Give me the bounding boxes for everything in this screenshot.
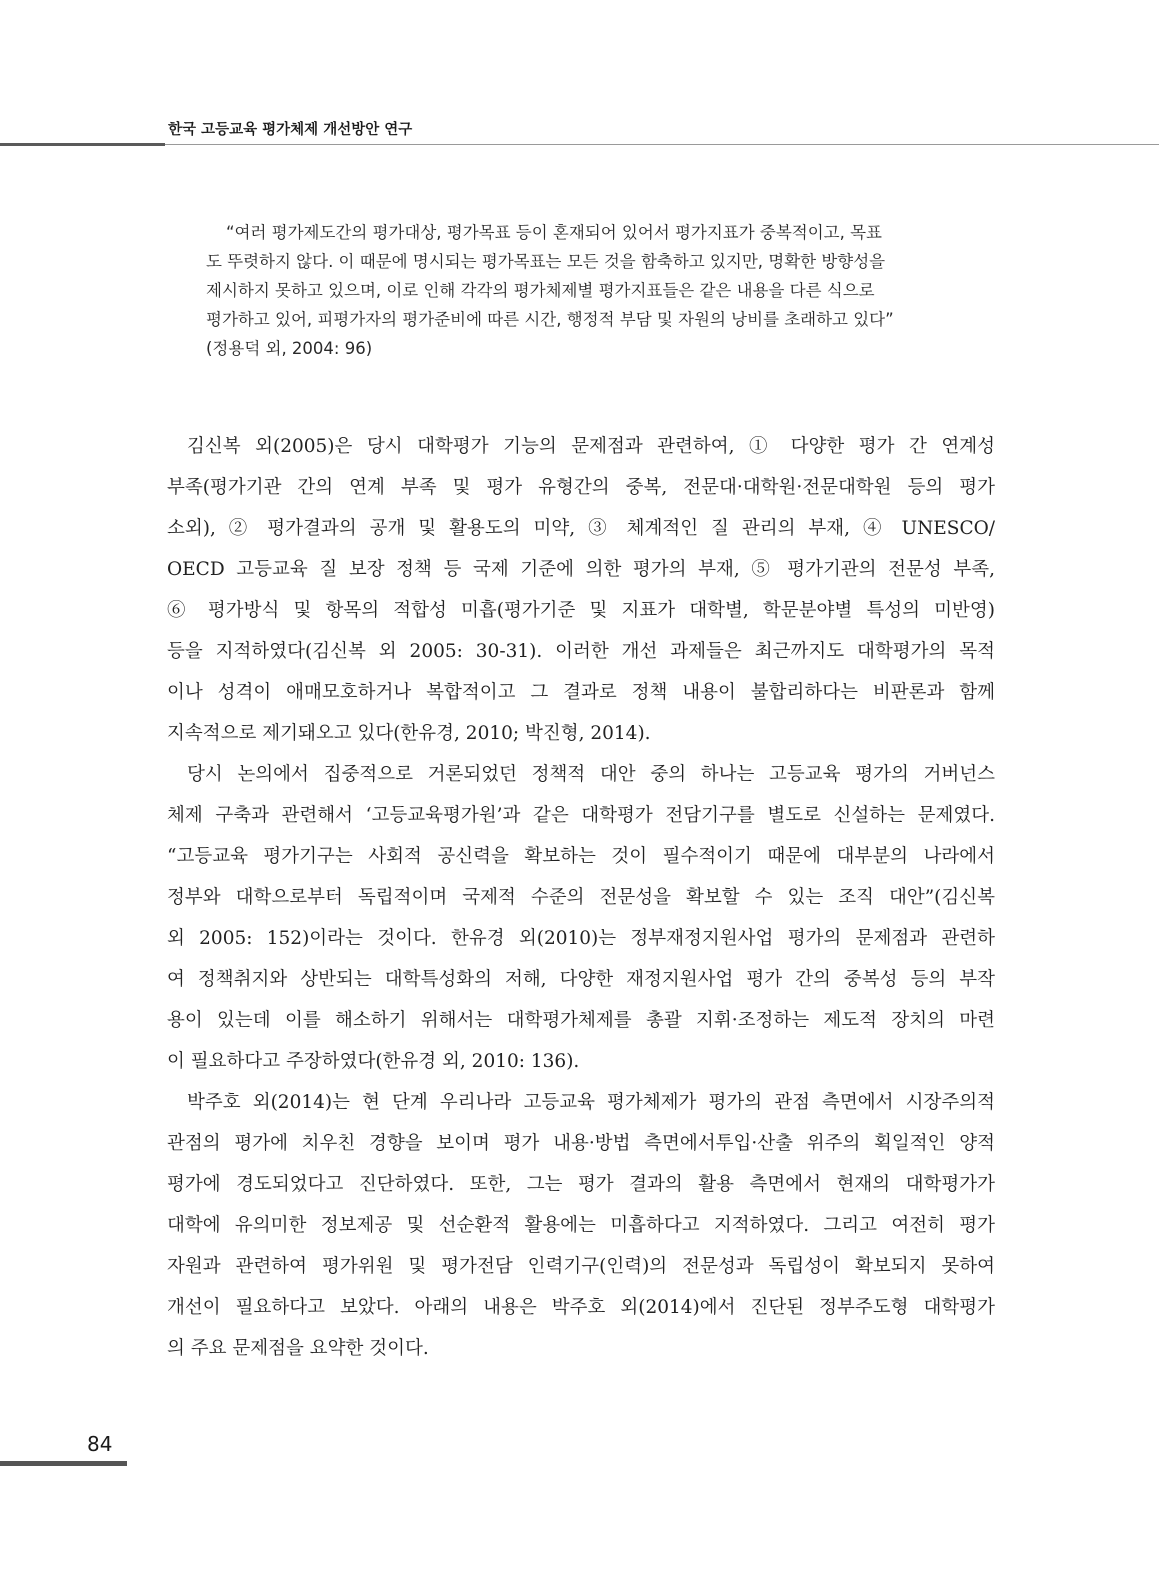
text-line: 등을 지적하였다(김신복 외 2005: 30-31). 이러한 개선 과제들은 최근까지도 대학평가의 목적 — [167, 641, 995, 662]
text-line: 여 정책취지와 상반되는 대학특성화의 저해, 다양한 재정지원사업 평가 간의 중복성 등의 부작 — [167, 969, 995, 990]
text-line: 이 필요하다고 주장하였다(한유경 외, 2010: 136). — [167, 1051, 580, 1072]
text-line: ⑥ 평가방식 및 항목의 적합성 미흡(평가기준 및 지표가 대학별, 학문분야별 특성의 미반영) — [167, 600, 995, 621]
running-header-title: 한국 고등교육 평가체제 개선방안 연구 — [168, 122, 413, 138]
body-text — [167, 426, 995, 1369]
quote-line: “여러 평가제도간의 평가대상, 평가목표 등이 혼재되어 있어서 평가지표가 중복적이고, 목표 — [226, 223, 882, 242]
text-line: “고등교육 평가기구는 사회적 공신력을 확보하는 것이 필수적이기 때문에 대부분의 나라에서 — [167, 846, 995, 867]
text-line: 대학에 유의미한 정보제공 및 선순환적 활용에는 미흡하다고 지적하였다. 그리고 여전히 평가 — [167, 1215, 995, 1236]
text-line: 관점의 평가에 치우친 경향을 보이며 평가 내용·방법 측면에서투입·산출 위주의 획일적인 양적 — [167, 1133, 995, 1154]
quote-citation: (정용덕 외, 2004: 96) — [206, 339, 373, 358]
footer-rule — [0, 1461, 127, 1466]
text-line: 자원과 관련하여 평가위원 및 평가전담 인력기구(인력)의 전문성과 독립성이 확보되지 못하여 — [167, 1256, 995, 1277]
header-rule — [165, 144, 1159, 145]
page-number: 84 — [87, 1432, 113, 1456]
text-line: 지속적으로 제기돼오고 있다(한유경, 2010; 박진형, 2014). — [167, 723, 651, 744]
paragraph-3 — [167, 1082, 995, 1369]
text-line: 당시 논의에서 집중적으로 거론되었던 정책적 대안 중의 하나는 고등교육 평가의 거버넌스 — [187, 764, 995, 785]
paragraph-2 — [167, 754, 995, 1082]
text-line: 박주호 외(2014)는 현 단계 우리나라 고등교육 평가체제가 평가의 관점 측면에서 시장주의적 — [187, 1092, 995, 1113]
text-line: 용이 있는데 이를 해소하기 위해서는 대학평가체제를 총괄 지휘·조정하는 제도적 장치의 마련 — [167, 1010, 995, 1031]
text-line: 부족(평가기관 간의 연계 부족 및 평가 유형간의 중복, 전문대·대학원·전문대학원 등의 평가 — [167, 477, 995, 498]
quote-line: 평가하고 있어, 피평가자의 평가준비에 따른 시간, 행정적 부담 및 자원의 낭비를 초래하고 있다” — [206, 310, 894, 329]
quote-line: 제시하지 못하고 있으며, 이로 인해 각각의 평가체제별 평가지표들은 같은 내용을 다른 식으로 — [206, 281, 875, 300]
text-line: 의 주요 문제점을 요약한 것이다. — [167, 1338, 429, 1359]
text-line: 체제 구축과 관련해서 ‘고등교육평가원’과 같은 대학평가 전담기구를 별도로 신설하는 문제였다. — [167, 805, 995, 826]
quote-line: 도 뚜렷하지 않다. 이 때문에 명시되는 평가목표는 모든 것을 함축하고 있지만, 명확한 방향성을 — [206, 252, 886, 271]
text-line: 소외), ② 평가결과의 공개 및 활용도의 미약, ③ 체계적인 질 관리의 부재, ④ UNESCO/ — [167, 518, 995, 539]
text-line: 외 2005: 152)이라는 것이다. 한유경 외(2010)는 정부재정지원사업 평가의 문제점과 관련하 — [167, 928, 995, 949]
text-line: 김신복 외(2005)은 당시 대학평가 기능의 문제점과 관련하여, ① 다양한 평가 간 연계성 — [187, 436, 995, 457]
paragraph-1 — [167, 426, 995, 754]
block-quote — [206, 218, 956, 363]
text-line: 정부와 대학으로부터 독립적이며 국제적 수준의 전문성을 확보할 수 있는 조직 대안”(김신복 — [167, 887, 995, 908]
header-rule-accent — [0, 143, 165, 146]
text-line: 이나 성격이 애매모호하거나 복합적이고 그 결과로 정책 내용이 불합리하다는 비판론과 함께 — [167, 682, 995, 703]
text-line: OECD 고등교육 질 보장 정책 등 국제 기준에 의한 평가의 부재, ⑤ 평가기관의 전문성 부족, — [167, 559, 995, 580]
text-line: 평가에 경도되었다고 진단하였다. 또한, 그는 평가 결과의 활용 측면에서 현재의 대학평가가 — [167, 1174, 995, 1195]
text-line: 개선이 필요하다고 보았다. 아래의 내용은 박주호 외(2014)에서 진단된 정부주도형 대학평가 — [167, 1297, 995, 1318]
